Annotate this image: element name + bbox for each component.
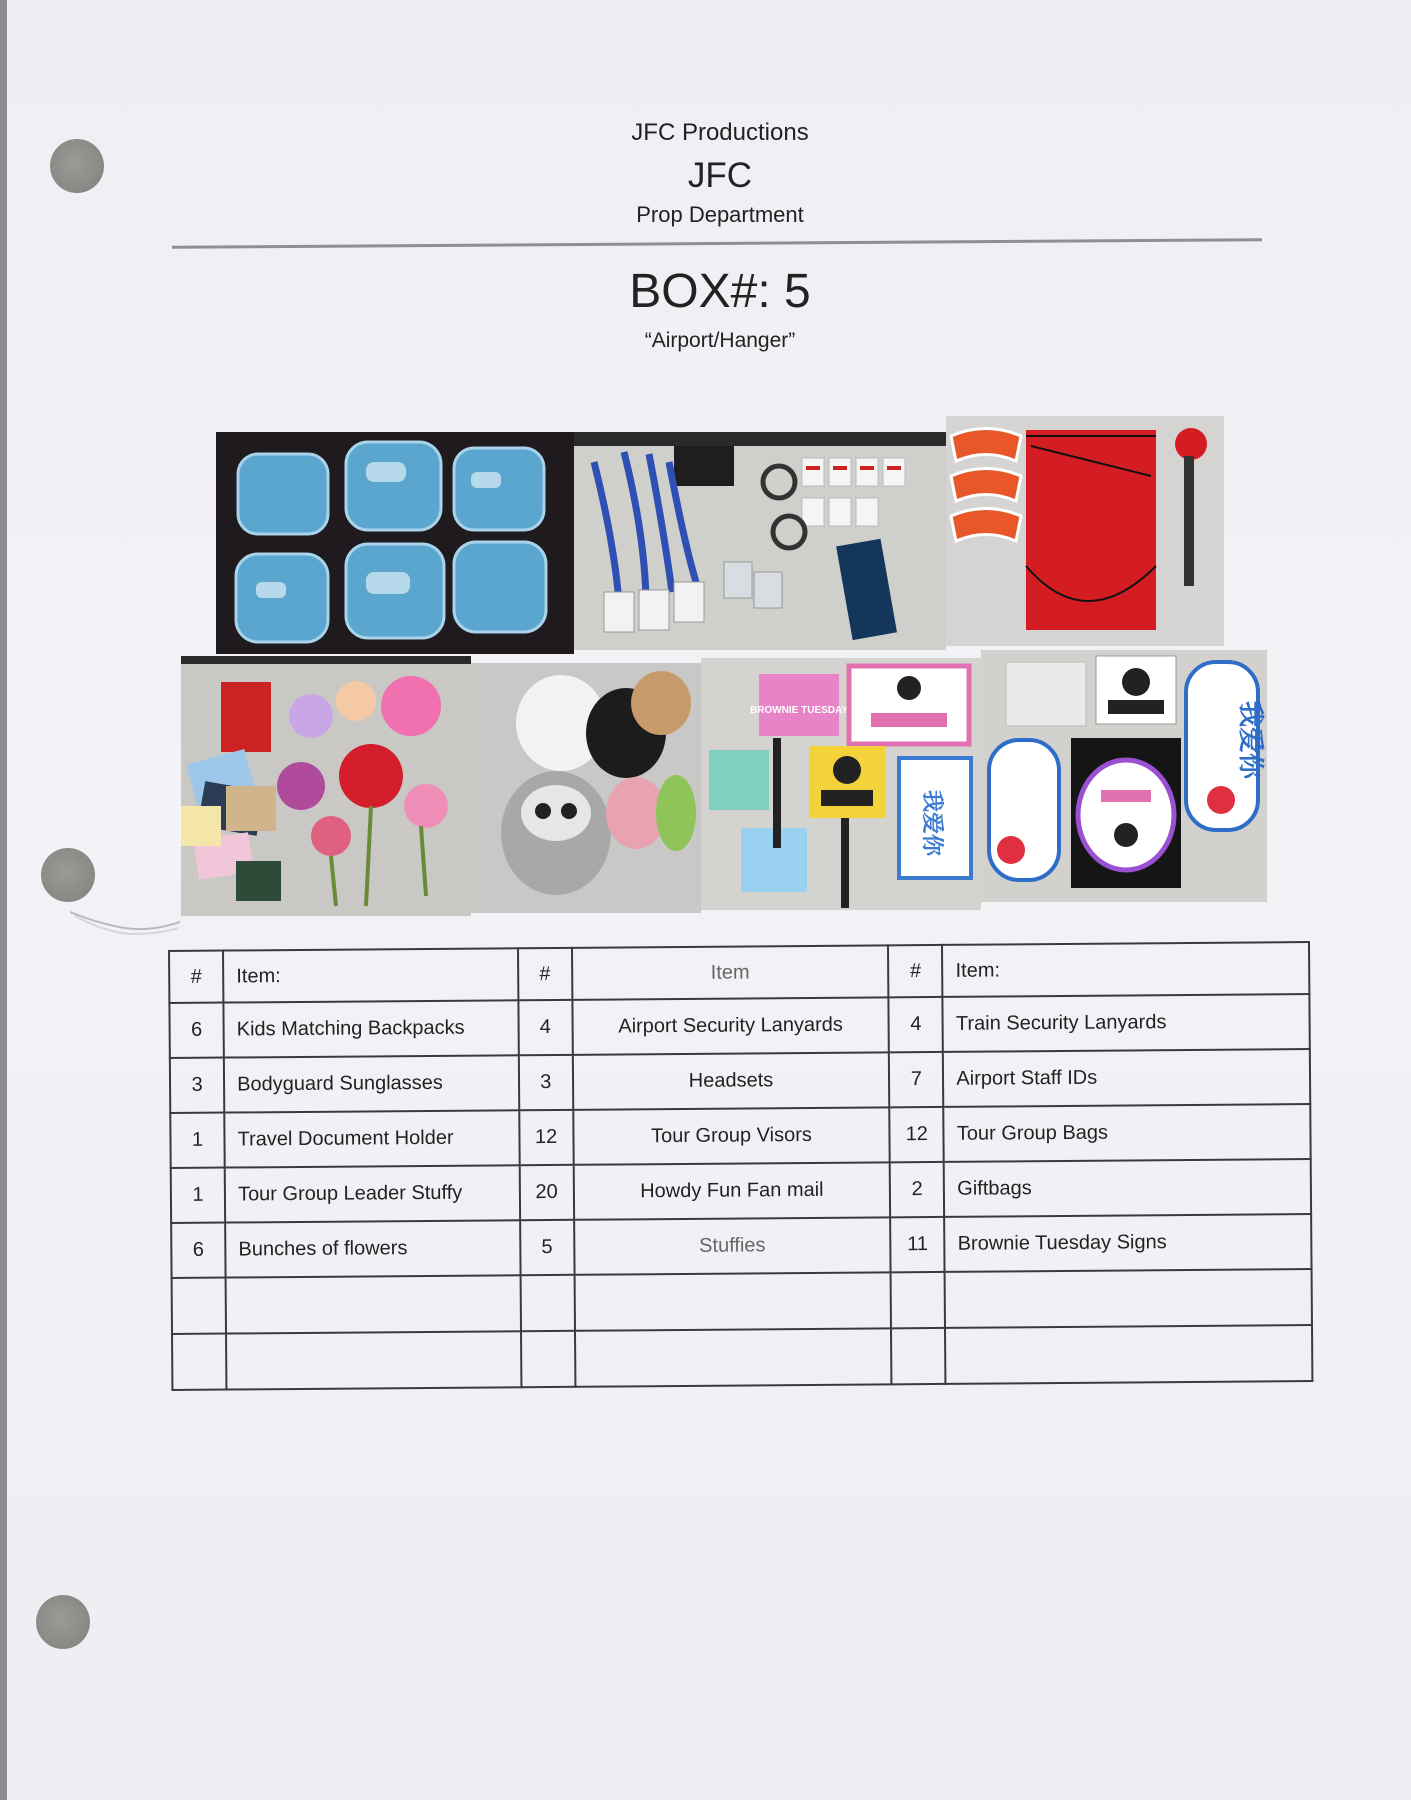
item-cell: Howdy Fun Fan mail <box>573 1162 890 1219</box>
header-item-1: Item: <box>223 948 518 1002</box>
empty-cell <box>172 1278 227 1334</box>
document-header <box>0 118 1411 230</box>
photo-visors-bags <box>946 416 1224 646</box>
item-cell: Bodyguard Sunglasses <box>224 1055 519 1112</box>
empty-cell <box>945 1325 1312 1384</box>
count-cell: 12 <box>890 1107 945 1162</box>
item-cell: Kids Matching Backpacks <box>224 1000 519 1057</box>
inventory-table <box>168 941 1313 1391</box>
count-cell: 3 <box>170 1058 225 1113</box>
box-subtitle: “Airport/Hanger” <box>644 329 796 352</box>
count-cell: 4 <box>889 997 944 1052</box>
sign-cjk-text: 我爱你 <box>920 789 945 857</box>
sign-cjk-text-2: 我爱你 <box>1236 700 1266 780</box>
header-item-3: Item: <box>942 942 1309 997</box>
photo-stuffies <box>471 663 701 913</box>
table-row <box>170 1104 1310 1168</box>
table-header-row <box>169 942 1309 1003</box>
table-row <box>171 1214 1311 1278</box>
empty-cell <box>945 1269 1312 1328</box>
company-abbreviation: JFC <box>687 156 753 195</box>
punch-hole-bottom <box>36 1595 90 1649</box>
count-cell: 2 <box>890 1162 945 1217</box>
count-cell: 11 <box>890 1217 945 1272</box>
empty-cell <box>172 1334 227 1390</box>
count-cell: 1 <box>171 1168 226 1223</box>
header-count-1: # <box>169 951 224 1003</box>
empty-cell <box>891 1272 946 1328</box>
torn-paper-mark <box>70 902 180 942</box>
count-cell: 6 <box>171 1223 226 1278</box>
department-name: Prop Department <box>636 202 804 227</box>
item-cell: Airport Security Lanyards <box>572 997 889 1054</box>
table-row <box>171 1159 1311 1223</box>
company-name: JFC Productions <box>631 119 809 146</box>
item-cell: Stuffies <box>574 1217 891 1274</box>
item-cell: Tour Group Leader Stuffy <box>225 1165 520 1222</box>
header-count-3: # <box>888 945 943 997</box>
empty-cell <box>226 1275 521 1333</box>
count-cell: 3 <box>518 1055 573 1110</box>
punch-hole-middle <box>41 848 95 902</box>
empty-cell <box>575 1328 892 1386</box>
sign-brand-text: BROWNIE TUESDAY <box>750 705 848 716</box>
item-cell: Train Security Lanyards <box>943 994 1310 1052</box>
table-row <box>169 994 1309 1058</box>
empty-cell <box>891 1328 946 1384</box>
count-cell: 20 <box>519 1165 574 1220</box>
item-cell: Tour Group Bags <box>944 1104 1311 1162</box>
count-cell: 4 <box>518 1000 573 1055</box>
count-cell: 1 <box>170 1113 225 1168</box>
item-cell: Airport Staff IDs <box>943 1049 1310 1107</box>
table-row-empty <box>172 1269 1312 1334</box>
table-row-empty <box>172 1325 1312 1390</box>
empty-cell <box>574 1272 891 1330</box>
photo-brownie-signs-2 <box>981 650 1267 902</box>
item-cell: Headsets <box>573 1052 890 1109</box>
table-row <box>170 1049 1310 1113</box>
header-divider <box>172 238 1262 249</box>
empty-cell <box>520 1275 575 1331</box>
photo-lanyards-ids <box>574 432 946 650</box>
item-cell: Bunches of flowers <box>225 1220 520 1277</box>
item-cell: Brownie Tuesday Signs <box>944 1214 1311 1272</box>
header-count-2: # <box>518 948 573 1000</box>
item-cell: Giftbags <box>944 1159 1311 1217</box>
item-cell: Travel Document Holder <box>224 1110 519 1167</box>
photo-flowers <box>181 656 471 916</box>
photo-brownie-signs-1 <box>701 658 981 910</box>
count-cell: 7 <box>889 1052 944 1107</box>
item-cell: Tour Group Visors <box>573 1107 890 1164</box>
empty-cell <box>521 1331 576 1387</box>
photo-backpacks <box>216 432 574 654</box>
count-cell: 6 <box>169 1003 224 1058</box>
header-item-2: Item <box>572 945 889 999</box>
empty-cell <box>226 1331 521 1389</box>
box-number-title: BOX#: 5 <box>629 265 811 318</box>
count-cell: 12 <box>519 1110 574 1165</box>
count-cell: 5 <box>520 1220 575 1275</box>
